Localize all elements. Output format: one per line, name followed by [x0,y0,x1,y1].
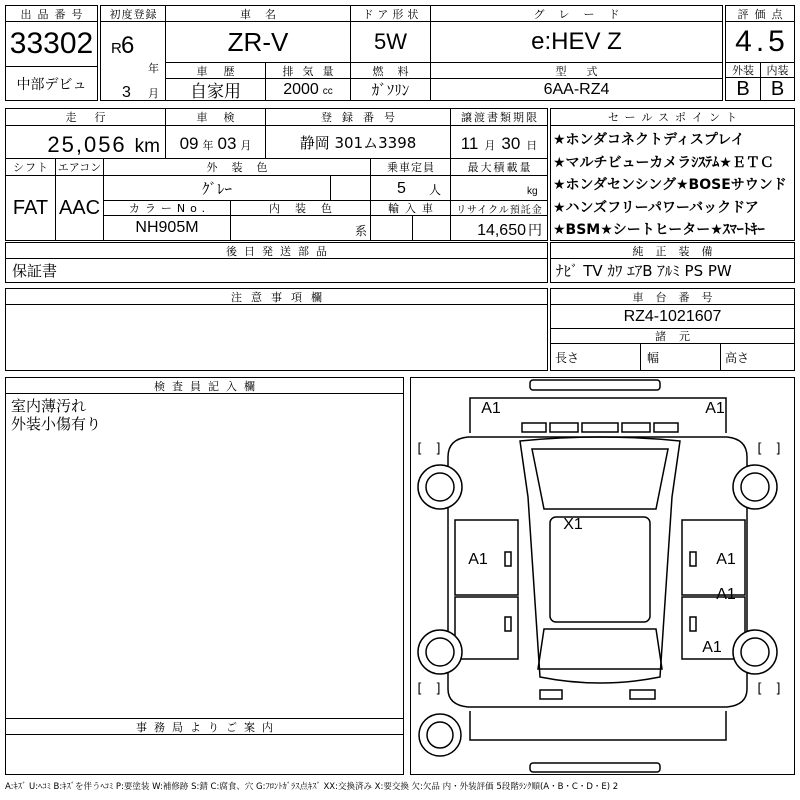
sales-point: ★BSM★シートヒーター★ｽﾏｰﾄｷｰ [553,222,765,239]
registration-year: 6 [121,32,135,59]
chassis-number: RZ4-1021607 [550,304,795,329]
exterior-color: ｸﾞﾚｰ [103,175,331,201]
sales-point: ★ホンダコネクトディスプレイ [553,132,745,148]
score-label: 評価点 [725,5,795,22]
office-info-label: 事務局よりご案内 [5,718,404,735]
registration-label: 登録番号 [265,108,451,126]
deadline-month: 11 [460,134,479,153]
mileage-unit: km [134,136,160,157]
first-registration-value [100,21,166,101]
color-number-label: カラーNo. [103,200,231,216]
color-number: NH905M [103,215,231,241]
specs-height: 高さ [720,343,795,371]
registration-month: 3 [122,84,131,101]
max-load [450,175,548,201]
bracket-mark: [ ] [757,681,781,697]
first-registration-label: 初度登録 [100,5,166,22]
transfer-deadline-label: 譲渡書類期限 [450,108,548,126]
interior-grade: B [760,77,795,101]
model-code: 6AA-RZ4 [430,78,723,101]
exterior-color-label: 外装色 [103,158,371,176]
damage-mark: A1 [468,551,488,568]
auction-venue: 中部デビュ [5,66,98,101]
inspection-expiry [165,125,266,159]
deadline-month-unit: 月 [484,140,496,152]
bracket-mark: [ ] [417,681,441,697]
import-cell-b [412,215,451,241]
displacement-value: 2000 [283,81,319,98]
car-outline [410,377,795,775]
max-load-label: 最大積載量 [450,158,548,176]
specs-label: 諸元 [550,328,795,344]
year-unit: 年 [148,62,159,75]
car-name-label: 車名 [165,5,351,22]
deadline-day: 30 [501,134,521,153]
exterior-grade-label: 外装 [725,62,761,78]
inspection-month-unit: 月 [240,140,252,152]
interior-color-label: 内装色 [230,200,371,216]
office-info-content [5,734,404,775]
transfer-deadline [450,125,548,159]
lot-number-label: 出品番号 [5,5,98,22]
inspector-note: 外装小傷有り [11,415,102,433]
inspector-notes-label: 検査員記入欄 [5,377,404,394]
inspection-year: 09 [179,134,199,153]
inspector-notes [5,393,404,719]
fuel-label: 燃料 [350,62,431,79]
bracket-mark: [ ] [757,441,781,457]
equipment: ﾅﾋﾞ TV ｶﾜ ｴｱB ｱﾙﾐ PS PW [550,258,795,283]
mileage-value: 25,056 [47,132,127,157]
sales-points-label: セールスポイント [550,108,795,126]
aircon-label: エアコン [55,158,104,176]
recycle-fee-unit: 円 [528,222,542,238]
shift-label: シフト [5,158,56,176]
mileage-label: 走行 [5,108,166,126]
door-type: 5W [350,21,431,63]
history-label: 車歴 [165,62,266,79]
car-damage-diagram [410,377,795,775]
displacement-unit: cc [322,86,333,97]
notes-label: 注意事項欄 [5,288,548,305]
damage-mark: X1 [563,516,583,533]
exterior-grade: B [725,77,761,101]
capacity-value: 5 [397,180,406,197]
interior-grade-label: 内装 [760,62,795,78]
sales-point: ★マルチビューカメラｼｽﾃﾑ★ＥＴＣ [553,154,774,171]
grade: e:HEV Z [430,21,723,63]
capacity-label: 乗車定員 [370,158,451,176]
lot-number: 33302 [5,21,98,67]
inspection-label: 車検 [165,108,266,126]
shift: FAT [5,175,56,241]
grade-label: グレード [430,5,723,22]
recycle-fee-label: リサイクル預託金 [450,200,548,216]
deadline-day-unit: 日 [526,140,538,152]
sales-points-list [550,125,795,241]
interior-color [230,215,371,241]
door-type-label: ドア形状 [350,5,431,22]
inspector-note: 室内薄汚れ [11,397,87,415]
exterior-color-extra-cell [330,175,371,201]
import-cell-a [370,215,413,241]
model-code-label: 型式 [430,62,723,79]
capacity-unit: 人 [429,183,442,197]
displacement-label: 排気量 [265,62,351,79]
displacement [265,78,351,101]
damage-mark: A1 [716,586,736,603]
specs-width: 幅 [640,343,721,371]
chassis-number-label: 車台番号 [550,288,795,305]
inspection-month: 03 [217,134,237,153]
recycle-fee [450,215,548,241]
capacity [370,175,451,201]
equipment-label: 純正装備 [550,242,795,259]
overall-score: 4.5 [725,21,795,63]
registration-number: 静岡 301ム3398 [265,125,451,159]
damage-mark: A1 [481,400,501,417]
mileage [5,125,166,159]
recycle-fee-value: 14,650 [477,222,526,239]
import-label: 輸入車 [370,200,451,216]
notes-content [5,304,548,371]
fuel: ｶﾞｿﾘﾝ [350,78,431,101]
sales-point: ★ホンダセンシング★BOSEサウンド [553,177,787,194]
era: R [111,40,122,57]
damage-mark: A1 [702,639,722,656]
specs-length: 長さ [550,343,641,371]
inspection-year-unit: 年 [202,140,214,152]
month-unit: 月 [148,87,159,100]
bracket-mark: [ ] [417,441,441,457]
sales-point: ★ハンズフリーパワーバックドア [553,199,759,216]
damage-code-legend: A:ｷｽﾞ U:ﾍｺﾐ B:ｷｽﾞを伴うﾍｺﾐ P:要塗装 W:補修跡 S:錆 C:腐食、穴 G:ﾌﾛﾝﾄｶﾞﾗｽ点ｷｽﾞ XX:交換済み X:要交換 欠:欠品 内・外装評価 5段階ﾗﾝｸ順(A・B・C・D・E) 2 [5,782,619,792]
later-parts: 保証書 [5,258,548,283]
max-load-unit: kg [527,186,538,197]
damage-mark: A1 [716,551,736,568]
interior-color-unit: 系 [355,224,368,238]
later-parts-label: 後日発送部品 [5,242,548,259]
history: 自家用 [165,78,266,101]
damage-mark: A1 [705,400,725,417]
aircon: AAC [55,175,104,241]
car-name: ZR-V [165,21,351,63]
